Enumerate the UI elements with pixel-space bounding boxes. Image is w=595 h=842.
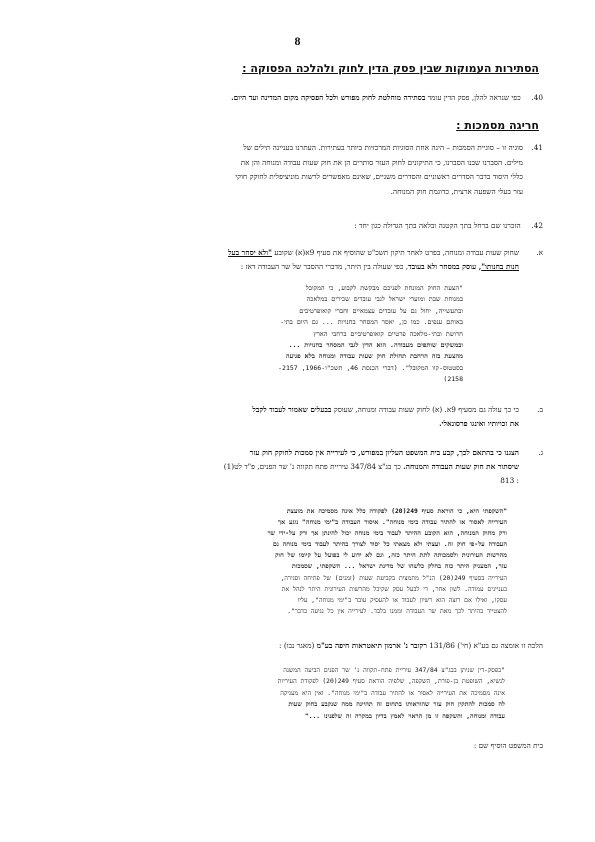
line-bold: הצגנו כי בהתאם לכך, קבע בית המשפט העליון במפורש, כי לעירייה אין סמכות לחוקק חוק עזר bbox=[249, 448, 519, 457]
quote-line: העירייה בסעיף 249(20) הנ"ל מתמצית בקביעת שעות (זמנים) של פתיחה וסגירה, bbox=[280, 574, 507, 582]
paragraph-40 bbox=[51, 91, 543, 106]
quote-block-1 bbox=[133, 283, 463, 386]
paragraph-text: כפי שנראה להלן, פסק הדין עומד bbox=[427, 93, 521, 102]
quote-line: אינה מסמיכה את העירייה לאסור או להתיר עבודה ב"ימי מנוחה". ואין היא מעניקה bbox=[280, 689, 505, 697]
line-bold: , עוסק במסחר ולא בעובד bbox=[408, 262, 482, 272]
paragraph-line: עזר בעלי השפעה ארצית, כדוגמת חוק המנוחה. bbox=[390, 186, 523, 196]
line-text: , כפי שעולה בין היתר, מדברי ההסבר של שר העבודה דאז : bbox=[240, 262, 409, 272]
quote-line: עסקו, ואילו אם רוצה הוא רשיון לעבוד או להעסיק עובד ב"ימי מנוחה", עליו bbox=[297, 596, 507, 604]
quote-line: מהרשות העירונית ולסמכותה לתת היתר כזה, וגם לא ידוע לי בפועל על קיומו של חוק bbox=[275, 552, 507, 560]
subparagraph-line bbox=[63, 446, 519, 460]
quote-block-3 bbox=[101, 665, 505, 722]
paragraph-text: הזכרנו שם ברחל בתך הקטנה ובלאה בתך הגדולה כגון יחד : bbox=[354, 221, 521, 230]
quote-line: לנשיא, השופטת בן-פורת, השקפה, שלפיה הוראת סעיף 249(20) לפקודת העיריות bbox=[277, 678, 505, 686]
quote-line: עזר, המעניק היתר כזה בחלק כלשהו של מדינת ישראל ... השקפתי, שסמכות bbox=[291, 563, 507, 571]
quote-line: במנוחת שבת ומועדי ישראל לגבי עובדים שכירים במלאכה bbox=[306, 295, 463, 304]
quote-line: ובתעשייה, יחול גם על עובדים עצמאיים וחברי קואופרטיבים bbox=[299, 306, 463, 315]
precedent-line bbox=[73, 639, 543, 652]
subparagraph-a bbox=[63, 246, 543, 274]
quote-line: בסטטוס-קוו המקובל". (דברי הכנסת 46, תשכ"ו-1966, 2157- bbox=[278, 363, 463, 372]
subparagraph-line bbox=[63, 246, 519, 260]
line-bold: שיסתור את חוק שעות העבודה והמנוחה. bbox=[403, 462, 519, 472]
line-text: שחוק שעות עבודה ומנוחה, בפרט לאחר תיקון תשכ"ט שהוסיף את סעיף 9א(א) שקובע bbox=[274, 248, 519, 257]
subparagraph-body bbox=[63, 246, 519, 274]
subparagraph-b bbox=[63, 403, 543, 431]
case-name: רקובר נ' ארמון תיאטראות חיפה בע"מ bbox=[316, 641, 427, 650]
line-text: סוגיה זו – סוגיית הסמכות – הינה אחת הסוגיות המרכזיות ביותר בעתירות. העתרנו בעניינה תילים של bbox=[243, 143, 523, 152]
line-bold: "ולא יסחר בעל bbox=[228, 248, 272, 257]
subparagraph-body bbox=[63, 403, 519, 431]
subparagraph-line bbox=[63, 460, 519, 474]
quote-line: להצטייד בהיתר לכך מאת שר העבודה וממנו בלבד. לעירייה אין כל נגיעה בדבר". bbox=[287, 607, 507, 615]
paragraph-bold-text: בסתירה מוחלטת לחוק מפורש ולכל הפסיקה מקום המדינה ועד היום. bbox=[231, 93, 426, 102]
quote-line: העירייה לאסור או להתיר עבודה בימי מנוחה". איסור העבודה ב"ימי מנוחה" נוגע אך bbox=[278, 519, 507, 527]
subparagraph-letter: ג. bbox=[538, 448, 543, 457]
subparagraph-body bbox=[63, 446, 519, 489]
subparagraph-line bbox=[63, 403, 519, 417]
quote-line: "השקפתי היא, כי הוראת סעיף 249(20) לפקודה כלל אינה מסמיכה את מועצת bbox=[286, 508, 507, 515]
subparagraph-letter: ב. bbox=[537, 405, 543, 414]
quote-line: 2158) bbox=[443, 375, 463, 384]
paragraph-line bbox=[51, 141, 543, 156]
quote-line: לה סמכות להתקין חוק עזר שהוראותו בתחום זה תהיינה ממה שנקבע בחוק שעות bbox=[288, 701, 505, 709]
line-text: כך בג"צ 347/84 עיריית פתח תקווה נ' שר הפנים, פ"ד לט(1) bbox=[223, 462, 401, 472]
quote-line: העבודה על-פי חוק זה. ועצתי ולא מצאתי כל יסוד לצורך בהיתר לעבוד בימי מנוחה גם bbox=[272, 541, 507, 549]
subparagraph-c bbox=[63, 446, 543, 489]
section-heading-jurisdiction: חריגה מסמכות : bbox=[456, 119, 539, 132]
paragraph-41 bbox=[51, 141, 543, 199]
quote-block-2 bbox=[102, 506, 507, 617]
quote-line: חרושת ובתי-מלאכה פרטיים קואופרטיביים ברחבי הארץ bbox=[313, 329, 463, 338]
subparagraph-line bbox=[63, 417, 519, 431]
line-bold: בבעלים שאמור לעבוד לקבל bbox=[252, 405, 332, 414]
quote-line: בעניינים עמודה. לשון אחר, די לבעל עסק שקיבל מהרשות העירונית היתר לנהל את bbox=[281, 585, 507, 593]
subparagraph-letter: א. bbox=[536, 248, 543, 257]
paragraph-42 bbox=[51, 219, 543, 234]
paragraph-number: 41. bbox=[531, 143, 543, 152]
quote-line: מהצעת בזה הרחבת תחולת חוק שעות עבודה ומנוחה בלא פגיעה bbox=[285, 352, 463, 361]
line-bold: את זכויותיו ואינגו פרסונאלי. bbox=[439, 419, 519, 429]
paragraph-number: 42. bbox=[531, 221, 543, 230]
quote-line: "בפסק-דין שניתן בבג"צ 347/84 עיריית פתח-תקווה נ' שר הפנים הביעה המשנה bbox=[283, 667, 505, 674]
paragraph-line: מילים. הסברנו שבנו הסברנו, כי התיקונים לחוק העזר סותרים הן את חוק שעות עבודה ומנוחה והן את bbox=[240, 157, 523, 167]
paragraph-number: 40. bbox=[531, 93, 543, 102]
subparagraph-line bbox=[63, 260, 519, 274]
line-text: הלכה זו אומצה גם בע"א (חי') 131/86 bbox=[429, 641, 543, 650]
quote-line: באותם ענפים. כמו כן, יאסר המסחר בחנויות ... גם היום בתי- bbox=[280, 318, 463, 327]
paragraph-line: כללי היסוד בדבר הסדרים ראשוניים והסדרים משניים, שאינם מאפשרים לרשות מוניציפלית לחוקק חוקי bbox=[235, 172, 523, 181]
quote-line: "הצעת החוק המונחת לפניכם מבקשת לקבוע, כי המקובל bbox=[305, 284, 463, 292]
section-heading-contradictions: הסתירות העמוקות שבין פסק הדין לחוק ולהלכה הפסוקה : bbox=[242, 62, 539, 75]
line-text: כי כך עולה גם מסעיף 9א. (א) לחוק שעות עבודה ומנוחה, שעוסק bbox=[333, 405, 519, 414]
quote-line: ורק מחוק המנוחה, הוא הקובע ההיתר לעבוד בימי מנוחה יכול להינתן אך ורק על-ידי שר bbox=[267, 530, 507, 538]
quote-line: עבודה ומנוחה, והשקפה זו מן הראוי לאמץ בדיון במקרה זה שלפנינו ..." bbox=[304, 712, 505, 720]
subparagraph-line: : 813 bbox=[500, 476, 519, 486]
closing-line: בית המשפט הוסיף שם : bbox=[473, 741, 543, 750]
line-bold: חנות בחנותו" bbox=[481, 262, 519, 272]
page-number: 8 bbox=[294, 34, 301, 48]
quote-line: ובמשקים שותפים מעבודה. הוא הדין לגבי המסחר בחנויות ... bbox=[288, 341, 463, 350]
line-text: (מאגר נבו) : bbox=[279, 641, 315, 650]
